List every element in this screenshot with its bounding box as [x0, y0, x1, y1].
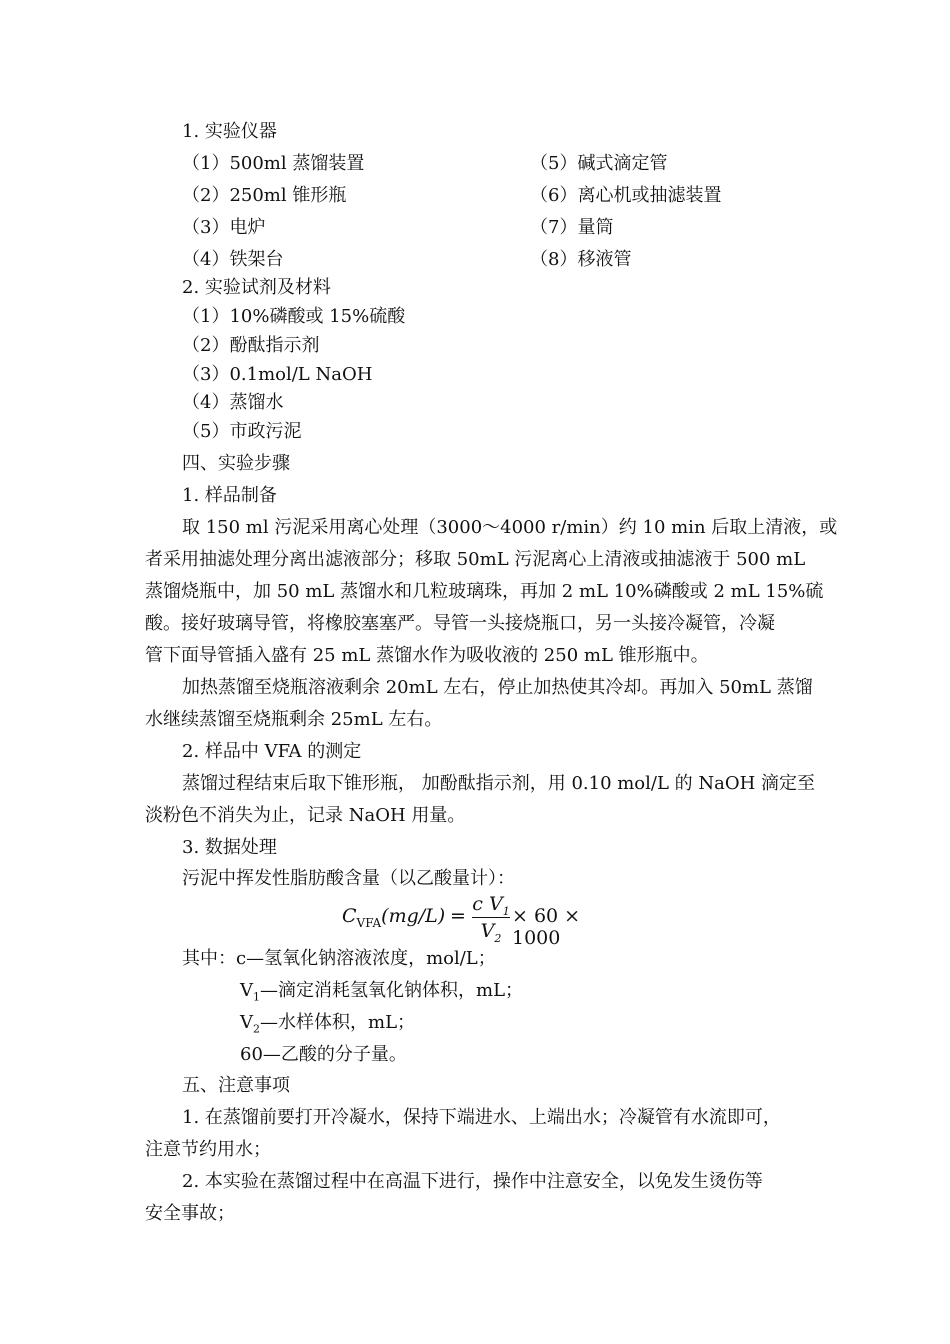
instrument-item: （3）电炉 [182, 217, 266, 238]
note-line: 安全事故； [145, 1203, 235, 1224]
where-line: $V_2—$水样体积，mL； [240, 1012, 416, 1036]
where-line: $V_1—$滴定消耗氢氧化钠体积，mL； [240, 980, 524, 1004]
note-line: 2. 本实验在蒸馏过程中在高温下进行，操作中注意安全，以免发生烫伤等 [182, 1171, 763, 1192]
reagent-item: （1）10%磷酸或 15%硫酸 [182, 306, 406, 327]
paragraph-line: 管下面导管插入盛有 25 mL 蒸馏水作为吸收液的 250 mL 锥形瓶中。 [145, 645, 709, 666]
instrument-item: （4）铁架台 [182, 249, 284, 270]
where-line: 其中：c—氢氧化钠溶液浓度，mol/L； [182, 948, 496, 969]
formula-fraction: c $V_1$ $V_2$ [472, 893, 510, 945]
instrument-item: （2）250ml 锥形瓶 [182, 185, 347, 206]
step-2-title: 2. 样品中 VFA 的测定 [182, 741, 362, 762]
paragraph-line: 者采用抽滤处理分离出滤液部分；移取 50mL 污泥离心上清液或抽滤液于 500 mL [145, 549, 806, 570]
paragraph-line: 取 150 ml 污泥采用离心处理（3000～4000 r/min）约 10 min 后取上清液，或 [182, 517, 838, 538]
paragraph-line: 酸。接好玻璃导管，将橡胶塞塞严。导管一头接烧瓶口，另一头接冷凝管，冷凝 [145, 613, 775, 634]
formula-equals: = [450, 905, 466, 927]
paragraph-line: 淡粉色不消失为止，记录 NaOH 用量。 [145, 805, 466, 826]
formula-rhs: × 60 × 1000 [512, 905, 581, 949]
where-line: 60—乙酸的分子量。 [240, 1044, 407, 1065]
instrument-item: （8）移液管 [530, 249, 632, 270]
section-5-title: 五、注意事项 [182, 1075, 290, 1096]
note-line: 1. 在蒸馏前要打开冷凝水，保持下端进水、上端出水；冷凝管有水流即可， [182, 1107, 781, 1128]
section-4-title: 四、实验步骤 [182, 453, 290, 474]
vfa-formula [342, 892, 622, 949]
reagent-item: （5）市政污泥 [182, 421, 302, 442]
paragraph-line: 水继续蒸馏至烧瓶剩余 25mL 左右。 [145, 709, 443, 730]
instrument-item: （5）碱式滴定管 [530, 153, 668, 174]
step-1-title: 1. 样品制备 [182, 485, 277, 506]
reagents-title: 2. 实验试剂及材料 [182, 277, 331, 298]
instruments-title: 1. 实验仪器 [182, 121, 277, 142]
paragraph-line: 加热蒸馏至烧瓶溶液剩余 20mL 左右，停止加热使其冷却。再加入 50mL 蒸馏 [182, 677, 813, 698]
paragraph-line: 蒸馏烧瓶中，加 50 mL 蒸馏水和几粒玻璃珠，再加 2 mL 10%磷酸或 2 mL 15%硫 [145, 581, 824, 602]
instrument-item: （6）离心机或抽滤装置 [530, 185, 722, 206]
reagent-item: （2）酚酞指示剂 [182, 335, 320, 356]
instrument-item: （1）500ml 蒸馏装置 [182, 153, 365, 174]
reagent-item: （3）0.1mol/L NaOH [182, 364, 373, 385]
formula-lhs: $C_{VFA}(mg/L)$ [342, 905, 446, 930]
instrument-item: （7）量筒 [530, 217, 614, 238]
note-line: 注意节约用水； [145, 1139, 271, 1160]
reagent-item: （4）蒸馏水 [182, 392, 284, 413]
paragraph-line: 蒸馏过程结束后取下锥形瓶， 加酚酞指示剂，用 0.10 mol/L 的 NaOH 滴定至 [182, 773, 816, 794]
step-3-title: 3. 数据处理 [182, 837, 277, 858]
formula-intro: 污泥中挥发性脂肪酸含量（以乙酸量计）： [182, 868, 515, 889]
